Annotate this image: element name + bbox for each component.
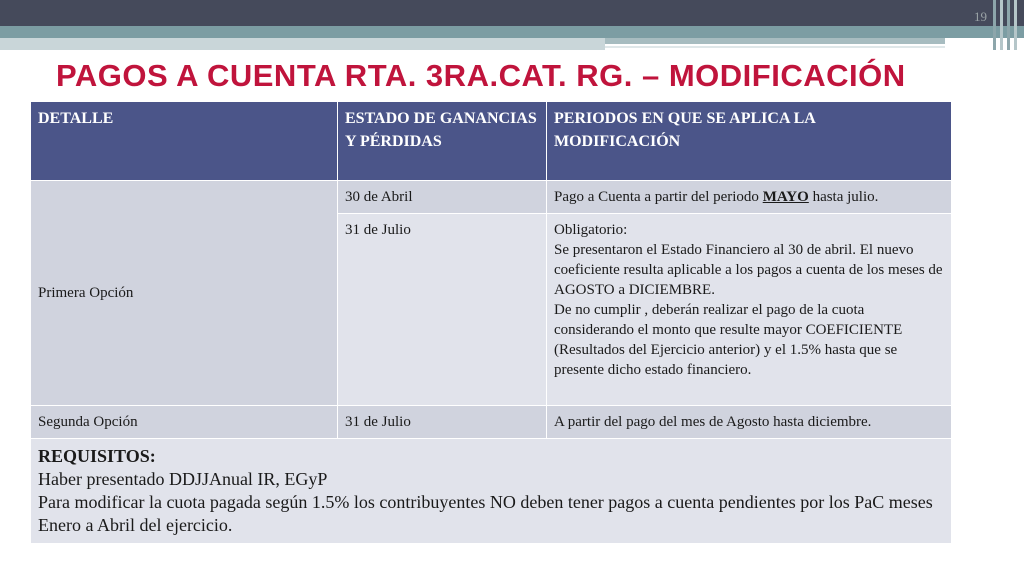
requisito-line: Para modificar la cuota pagada según 1.5% los contribuyentes NO deben tener pagos a cuenta pendientes por los PaC meses Enero a Abril del ejercicio. [38, 492, 933, 535]
estado-cell: 30 de Abril [338, 181, 547, 214]
header-band-thin [605, 46, 945, 48]
header-periodos: PERIODOS EN QUE SE APLICA LA MODIFICACIÓN [547, 102, 952, 181]
requisitos-row [31, 439, 952, 544]
header-band-light [0, 38, 605, 50]
table-row [31, 406, 952, 439]
header-band-teal [0, 26, 1024, 38]
table-header-row [31, 102, 952, 181]
estado-cell: 31 de Julio [338, 214, 547, 406]
periodo-text-end: hasta julio. [808, 189, 879, 205]
requisitos-cell [31, 439, 952, 544]
decor-stripe [1007, 0, 1010, 50]
header-band-accent [605, 38, 945, 44]
header-detalle: DETALLE [31, 102, 338, 181]
periodo-text: Pago a Cuenta a partir del periodo [554, 189, 763, 205]
decor-stripe [1014, 0, 1017, 50]
periodo-cell [547, 214, 952, 406]
estado-cell: 31 de Julio [338, 406, 547, 439]
periodo-month: MAYO [762, 189, 809, 205]
page-number: 19 [974, 9, 987, 24]
primera-opcion-cell: Primera Opción [31, 181, 338, 406]
modification-table [30, 101, 952, 544]
slide-title: PAGOS A CUENTA RTA. 3RA.CAT. RG. – MODIFICACIÓN [56, 58, 906, 93]
requisitos-heading: REQUISITOS: [38, 446, 156, 466]
requisito-line: Haber presentado DDJJAnual IR, EGyP [38, 469, 328, 489]
periodo-cell: A partir del pago del mes de Agosto hasta diciembre. [547, 406, 952, 439]
segunda-opcion-cell: Segunda Opción [31, 406, 338, 439]
table-row [31, 181, 952, 214]
periodo-line: De no cumplir , deberán realizar el pago de la cuota considerando el monto que resulte mayor COEFICIENTE (Resultados del Ejercicio anterior) y el 1.5% hasta que se presente dicho estado financiero. [554, 302, 903, 378]
header-band-dark [0, 0, 1024, 26]
decor-stripe [1000, 0, 1003, 50]
periodo-line: Se presentaron el Estado Financiero al 30 de abril. El nuevo coeficiente resulta aplicable a los pagos a cuenta de los meses de AGOSTO a DICIEMBRE. [554, 242, 943, 298]
header-estado: ESTADO DE GANANCIAS Y PÉRDIDAS [338, 102, 547, 181]
periodo-cell [547, 181, 952, 214]
periodo-line: Obligatorio: [554, 222, 628, 238]
decor-stripe [993, 0, 996, 50]
